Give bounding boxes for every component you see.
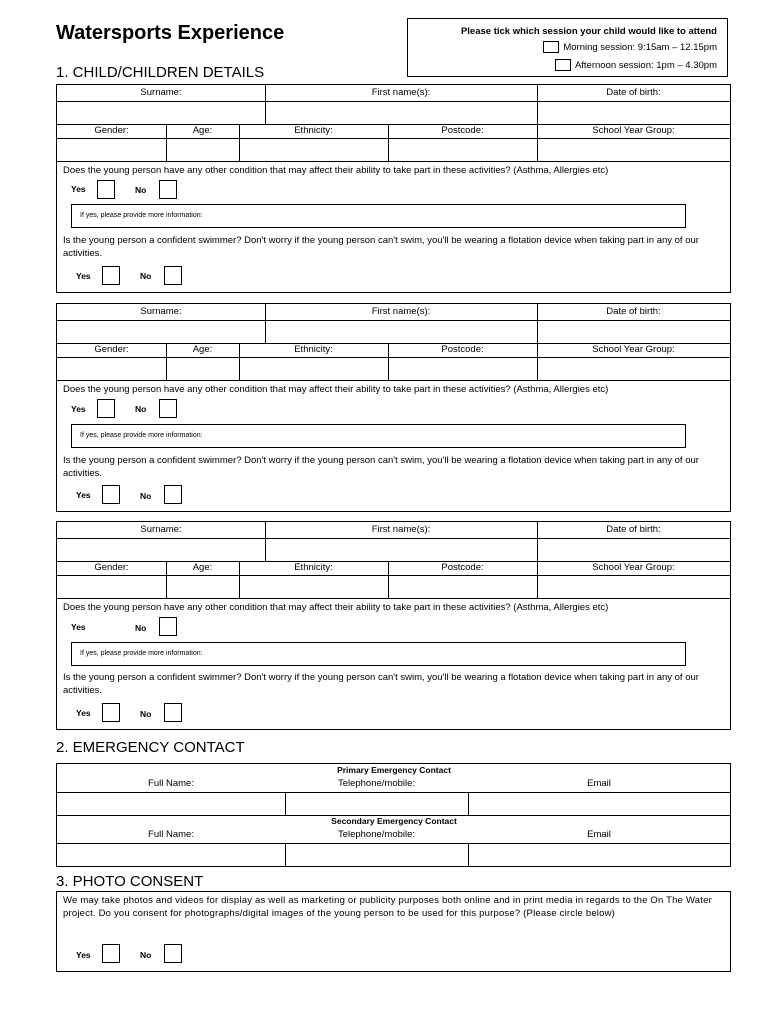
first-names-field[interactable]	[266, 321, 536, 342]
condition-no-checkbox[interactable]	[159, 399, 177, 418]
primary-telephone-label: Telephone/mobile:	[337, 778, 416, 789]
first-names-label: First name(s):	[371, 524, 431, 535]
swimmer-no-checkbox[interactable]	[164, 266, 182, 285]
age-field[interactable]	[167, 358, 238, 379]
condition-no-checkbox[interactable]	[159, 180, 177, 199]
page-title: Watersports Experience	[56, 22, 285, 44]
age-label: Age:	[192, 562, 213, 573]
condition-info-field[interactable]: If yes, please provide more information:	[71, 204, 686, 228]
school-year-label: School Year Group:	[592, 344, 675, 355]
school-year-field[interactable]	[538, 358, 729, 379]
surname-field[interactable]	[58, 539, 264, 560]
condition-yes-checkbox[interactable]	[97, 180, 115, 199]
secondary-email-field[interactable]	[469, 844, 729, 865]
section-child-details-heading: 1. CHILD/CHILDREN DETAILS	[56, 64, 265, 81]
school-year-field[interactable]	[538, 576, 729, 597]
ethnicity-field[interactable]	[240, 358, 387, 379]
session-question: Please tick which session your child would like to attend	[460, 26, 717, 37]
swimmer-no-label: No	[140, 491, 152, 501]
condition-question: Does the young person have any other condition that may affect their ability to take part in these activities? (Asthma, Allergies etc)	[63, 165, 609, 176]
postcode-field[interactable]	[389, 139, 536, 160]
condition-info-field[interactable]: If yes, please provide more information:	[71, 642, 686, 666]
primary-full-name-label: Full Name:	[148, 778, 194, 789]
primary-telephone-field[interactable]	[286, 793, 467, 814]
school-year-field[interactable]	[538, 139, 729, 160]
date-of-birth-label: Date of birth:	[606, 87, 661, 98]
postcode-label: Postcode:	[441, 562, 484, 573]
swimmer-question: Is the young person a confident swimmer? Don't worry if the young person can't swim, you'll be wearing a flotation device when taking part in any of our activities.	[63, 672, 699, 696]
gender-field[interactable]	[58, 139, 165, 160]
photo-consent-box	[56, 891, 731, 972]
gender-label: Gender:	[94, 562, 129, 573]
primary-email-label: Email	[587, 778, 611, 789]
swimmer-yes-label: Yes	[76, 708, 91, 718]
date-of-birth-field[interactable]	[538, 539, 729, 560]
secondary-telephone-label: Telephone/mobile:	[337, 829, 416, 840]
condition-yes-checkbox[interactable]	[97, 399, 115, 418]
condition-no-label: No	[135, 623, 147, 633]
postcode-field[interactable]	[389, 576, 536, 597]
secondary-full-name-label: Full Name:	[148, 829, 194, 840]
ethnicity-label: Ethnicity:	[294, 344, 333, 355]
swimmer-yes-checkbox[interactable]	[102, 266, 120, 285]
surname-label: Surname:	[140, 87, 182, 98]
condition-question: Does the young person have any other condition that may affect their ability to take part in these activities? (Asthma, Allergies etc)	[63, 602, 609, 613]
surname-label: Surname:	[140, 524, 182, 535]
date-of-birth-field[interactable]	[538, 321, 729, 342]
afternoon-session-label: Afternoon session: 1pm – 4.30pm	[574, 59, 717, 71]
swimmer-question: Is the young person a confident swimmer? Don't worry if the young person can't swim, you'll be wearing a flotation device when taking part in any of our activities.	[63, 235, 699, 259]
condition-question: Does the young person have any other condition that may affect their ability to take part in these activities? (Asthma, Allergies etc)	[63, 384, 609, 395]
morning-session-option	[543, 41, 717, 53]
surname-field[interactable]	[58, 102, 264, 123]
child-details-block-1	[56, 84, 731, 293]
age-label: Age:	[192, 344, 213, 355]
child-details-block-2	[56, 303, 731, 512]
surname-label: Surname:	[140, 306, 182, 317]
school-year-label: School Year Group:	[592, 562, 675, 573]
primary-contact-heading: Primary Emergency Contact	[337, 765, 451, 775]
first-names-field[interactable]	[266, 102, 536, 123]
condition-no-checkbox[interactable]	[159, 617, 177, 636]
postcode-label: Postcode:	[441, 344, 484, 355]
surname-field[interactable]	[58, 321, 264, 342]
swimmer-no-checkbox[interactable]	[164, 703, 182, 722]
date-of-birth-label: Date of birth:	[606, 524, 661, 535]
photo-no-checkbox[interactable]	[164, 944, 182, 963]
swimmer-no-label: No	[140, 271, 152, 281]
condition-yes-label: Yes	[71, 404, 86, 414]
photo-consent-text: We may take photos and videos for display as well as marketing or publicity purposes both online and in print media in regards to the On The Water project. Do you consent for photographs/digital images of the young person to be used for this purpose? (Please circle below)	[63, 895, 712, 919]
section-emergency-contact-heading: 2. EMERGENCY CONTACT	[56, 739, 245, 756]
photo-no-label: No	[140, 950, 152, 960]
ethnicity-field[interactable]	[240, 576, 387, 597]
ethnicity-field[interactable]	[240, 139, 387, 160]
swimmer-question: Is the young person a confident swimmer? Don't worry if the young person can't swim, you'll be wearing a flotation device when taking part in any of our activities.	[63, 455, 699, 479]
age-label: Age:	[192, 125, 213, 136]
child-details-block-3	[56, 521, 731, 730]
secondary-contact-heading: Secondary Emergency Contact	[331, 816, 457, 826]
photo-yes-checkbox[interactable]	[102, 944, 120, 963]
condition-no-label: No	[135, 404, 147, 414]
swimmer-yes-checkbox[interactable]	[102, 703, 120, 722]
swimmer-yes-checkbox[interactable]	[102, 485, 120, 504]
condition-yes-label: Yes	[71, 184, 86, 194]
gender-field[interactable]	[58, 576, 165, 597]
afternoon-session-checkbox[interactable]	[555, 59, 571, 71]
gender-field[interactable]	[58, 358, 165, 379]
condition-yes-label: Yes	[71, 622, 86, 632]
age-field[interactable]	[167, 139, 238, 160]
first-names-label: First name(s):	[371, 306, 431, 317]
school-year-label: School Year Group:	[592, 125, 675, 136]
condition-no-label: No	[135, 185, 147, 195]
postcode-label: Postcode:	[441, 125, 484, 136]
photo-yes-label: Yes	[76, 950, 91, 960]
ethnicity-label: Ethnicity:	[294, 125, 333, 136]
primary-full-name-field[interactable]	[58, 793, 284, 814]
first-names-label: First name(s):	[371, 87, 431, 98]
swimmer-yes-label: Yes	[76, 271, 91, 281]
gender-label: Gender:	[94, 125, 129, 136]
secondary-email-label: Email	[587, 829, 611, 840]
condition-info-field[interactable]: If yes, please provide more information:	[71, 424, 686, 448]
gender-label: Gender:	[94, 344, 129, 355]
postcode-field[interactable]	[389, 358, 536, 379]
secondary-telephone-field[interactable]	[286, 844, 467, 865]
date-of-birth-label: Date of birth:	[606, 306, 661, 317]
swimmer-no-label: No	[140, 709, 152, 719]
emergency-contact-table	[56, 763, 731, 867]
morning-session-checkbox[interactable]	[543, 41, 559, 53]
swimmer-yes-label: Yes	[76, 490, 91, 500]
morning-session-label: Morning session: 9:15am – 12.15pm	[563, 41, 717, 53]
first-names-field[interactable]	[266, 539, 536, 560]
swimmer-no-checkbox[interactable]	[164, 485, 182, 504]
afternoon-session-option	[555, 59, 717, 71]
section-photo-consent-heading: 3. PHOTO CONSENT	[56, 873, 204, 890]
date-of-birth-field[interactable]	[538, 102, 729, 123]
primary-email-field[interactable]	[469, 793, 729, 814]
secondary-full-name-field[interactable]	[58, 844, 284, 865]
ethnicity-label: Ethnicity:	[294, 562, 333, 573]
session-selection-box	[407, 18, 728, 77]
age-field[interactable]	[167, 576, 238, 597]
